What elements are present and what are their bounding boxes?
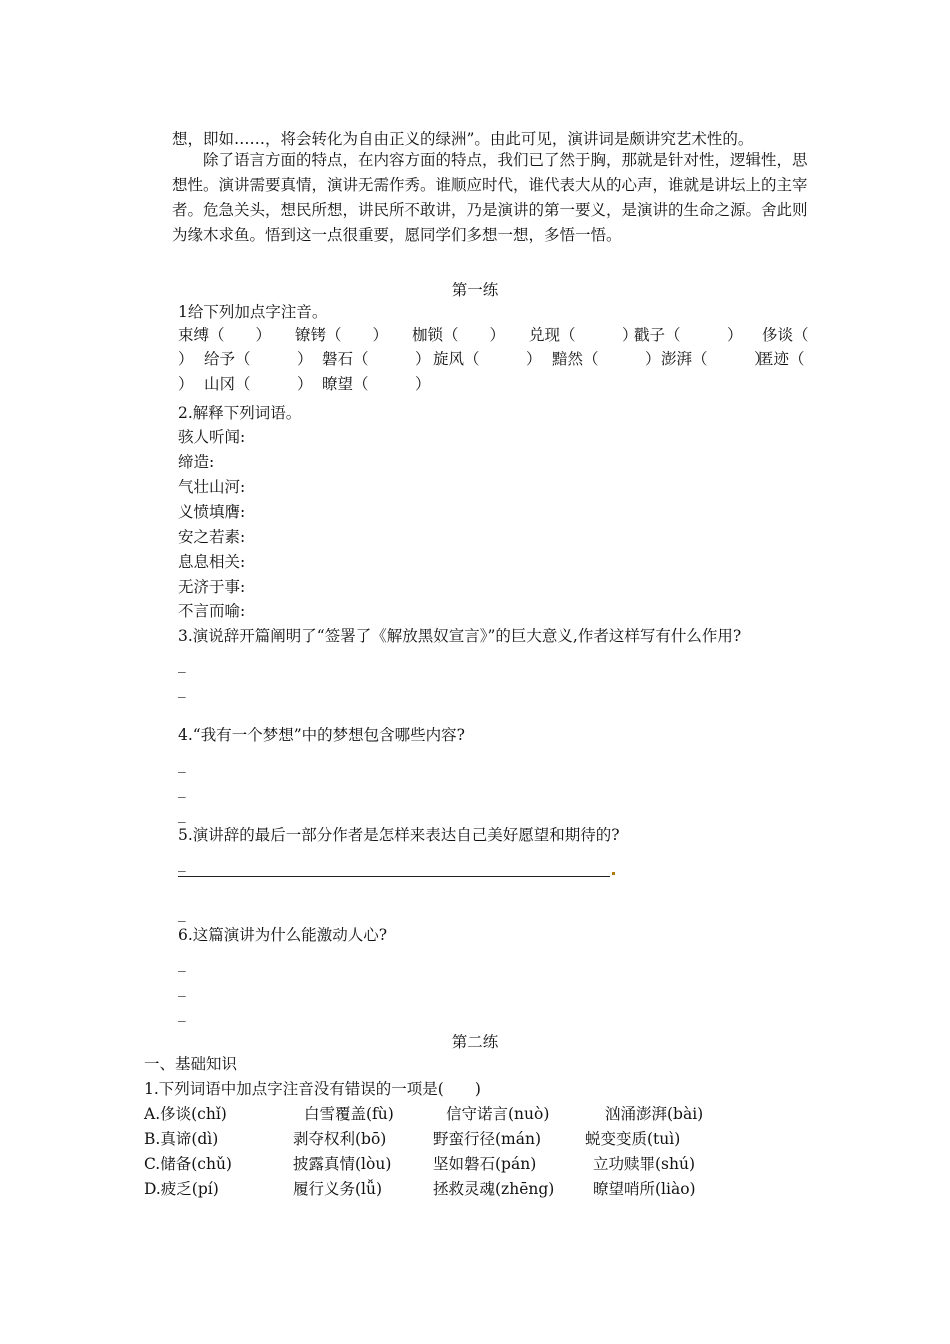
answer-underline[interactable] [178, 876, 610, 877]
practice-1-title: 第一练 [451, 281, 499, 299]
q2-term: 息息相关: [178, 553, 246, 571]
option-d-item: D.疲乏(pí) [144, 1180, 219, 1198]
q2-term: 义愤填膺: [178, 503, 246, 521]
q4-prompt: 4.“我有一个梦想”中的梦想包含哪些内容? [178, 726, 465, 744]
q1-item: ） [178, 350, 194, 368]
option-c-item: 披露真情(lòu) [293, 1155, 392, 1173]
q1-item: 给予（ ） [204, 350, 313, 368]
cursor-mark [612, 872, 615, 875]
q1-item: 匿迹（ [758, 350, 805, 368]
option-d-item: 履行义务(lǚ) [293, 1180, 383, 1198]
q1-item: 磐石（ ） [322, 350, 431, 368]
q2-term: 气壮山河: [178, 478, 246, 496]
answer-blank[interactable]: _ [178, 755, 186, 773]
answer-blank[interactable]: _ [178, 1004, 186, 1022]
q2-term: 不言而喻: [178, 602, 246, 620]
answer-blank[interactable]: _ [178, 780, 186, 798]
answer-blank[interactable]: _ [178, 680, 186, 698]
answer-blank[interactable]: _ [178, 854, 186, 872]
q2-prompt: 2.解释下列词语。 [178, 404, 302, 422]
option-b-item: 野蛮行径(mán) [433, 1130, 542, 1148]
intro-paragraph-2-text: 除了语言方面的特点，在内容方面的特点，我们已了然于胸，那就是针对性，逻辑性，思想性。演讲需要真情，演讲无需作秀。谁顺应时代，谁代表大从的心声，谁就是讲坛上的主宰者。危急关头，想民所想，讲民所不敢讲，乃是演讲的第一要义，是演讲的生命之源。舍此则为缘木求鱼。悟到这一点很重要，愿同学们多想一想，多悟一悟。 [172, 151, 808, 244]
option-b-item: B.真谛(dì) [144, 1130, 219, 1148]
option-b-item: 剥夺权利(bō) [293, 1130, 387, 1148]
practice-2-title: 第二练 [451, 1033, 499, 1051]
option-a-item: A.侈谈(chǐ) [144, 1105, 227, 1123]
option-a-item: 白雪覆盖(fù) [304, 1105, 394, 1123]
q1-prompt: 1给下列加点字注音。 [178, 303, 328, 321]
option-c-item: 立功赎罪(shú) [593, 1155, 696, 1173]
q5-prompt: 5.演讲辞的最后一部分作者是怎样来表达自己美好愿望和期待的? [178, 826, 620, 844]
answer-blank[interactable]: _ [178, 954, 186, 972]
q1-item: ） [178, 375, 194, 393]
p2-q1-prompt: 1.下列词语中加点字注音没有错误的一项是( ) [144, 1080, 481, 1098]
q1-item: 暸望（ ） [322, 375, 431, 393]
q2-term: 骇人听闻: [178, 428, 246, 446]
q6-prompt: 6.这篇演讲为什么能激动人心? [178, 926, 388, 944]
option-b-item: 蜕变变质(tuì) [585, 1130, 681, 1148]
option-c-item: 坚如磐石(pán) [433, 1155, 537, 1173]
q1-item: 枷锁（ ） [412, 326, 506, 344]
q1-item: 澎湃（ ） [661, 350, 770, 368]
q1-item: 黯然（ ） [552, 350, 661, 368]
q1-item: 旋风（ ） [433, 350, 542, 368]
q1-item: 侈谈（ [762, 326, 809, 344]
answer-blank[interactable]: _ [178, 805, 186, 823]
option-a-item: 信守诺言(nuò) [446, 1105, 550, 1123]
q2-term: 缔造: [178, 453, 215, 471]
section-heading: 一、基础知识 [144, 1055, 238, 1073]
answer-blank[interactable]: _ [178, 904, 186, 922]
intro-line-1: 想，即如……，将会转化为自由正义的绿洲”。由此可见，演讲词是颇讲究艺术性的。 [172, 130, 754, 148]
option-a-item: 汹涌澎湃(bài) [605, 1105, 704, 1123]
q1-item: 山冈（ ） [204, 375, 313, 393]
intro-paragraph-2 [172, 148, 812, 248]
option-d-item: 暸望哨所(liào) [593, 1180, 696, 1198]
answer-blank[interactable]: _ [178, 979, 186, 997]
q2-term: 安之若素: [178, 528, 246, 546]
q2-term: 无济于事: [178, 578, 246, 596]
answer-blank[interactable]: _ [178, 655, 186, 673]
q1-item: 束缚（ ） [178, 326, 272, 344]
option-c-item: C.储备(chǔ) [144, 1155, 232, 1173]
option-d-item: 拯救灵魂(zhēng) [433, 1180, 555, 1198]
q1-item: 兑现（ ） [529, 326, 638, 344]
q1-item: 镣铐（ ） [295, 326, 389, 344]
q3-prompt: 3.演说辞开篇阐明了“签署了《解放黑奴宣言》”的巨大意义,作者这样写有什么作用? [178, 627, 742, 645]
q1-item: 戳子（ ） [634, 326, 743, 344]
